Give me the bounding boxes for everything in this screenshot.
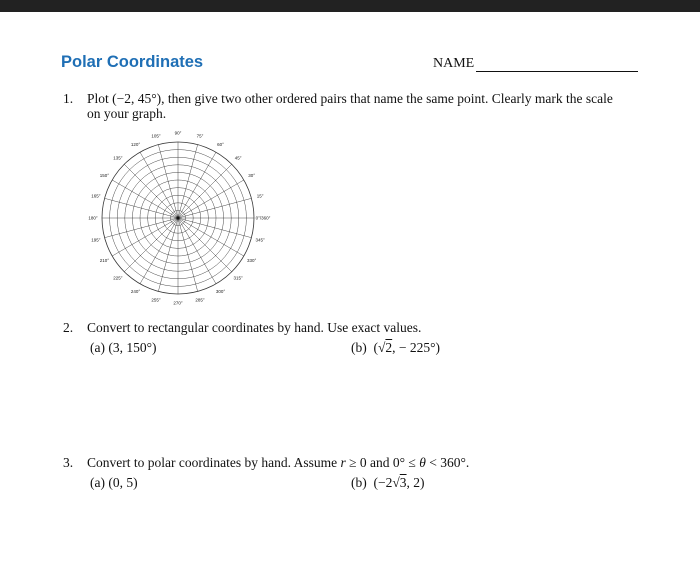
q3-r-var: r xyxy=(340,455,346,470)
q2-part-b-open: ( xyxy=(373,340,378,355)
q3-text-pre: Convert to polar coordinates by hand. Assume xyxy=(87,455,341,470)
polar-angle-label: 255° xyxy=(151,297,161,303)
polar-spoke xyxy=(140,152,178,218)
polar-angle-label: 270° xyxy=(173,300,183,306)
polar-spoke xyxy=(158,218,178,291)
q3-part-b-label: (b) xyxy=(351,475,367,490)
polar-spoke xyxy=(158,145,178,218)
polar-angle-label: 330° xyxy=(246,258,257,263)
polar-graph xyxy=(84,130,274,310)
q2-number: 2. xyxy=(63,320,74,335)
name-blank-line xyxy=(476,71,638,72)
q2-text: Convert to rectangular coordinates by hand. Use exact values. xyxy=(87,320,422,335)
polar-spoke xyxy=(112,180,178,218)
q3-text xyxy=(87,455,469,471)
polar-origin xyxy=(176,216,179,219)
top-bar xyxy=(0,0,700,12)
polar-angle-label: 180° xyxy=(88,215,98,221)
polar-angle-label: 75° xyxy=(196,133,204,139)
polar-angle-label: 150° xyxy=(99,173,110,178)
q3-part-b-radicand: 3 xyxy=(399,475,407,490)
polar-spoke xyxy=(105,198,178,218)
q1-number: 1. xyxy=(63,91,74,106)
polar-angle-label: 60° xyxy=(217,141,224,147)
polar-spoke xyxy=(140,218,178,284)
sqrt-symbol: √ xyxy=(392,475,400,490)
polar-angle-label: 105° xyxy=(151,133,161,139)
polar-angle-label: 135° xyxy=(113,155,123,161)
q2-part-b-rest: , − 225°) xyxy=(392,340,441,355)
polar-angle-label: 240° xyxy=(130,289,141,295)
q2-part-a: (a) (3, 150°) xyxy=(90,340,157,355)
q1-text-line2: on your graph. xyxy=(87,106,167,121)
polar-angle-label: 0°/360° xyxy=(255,215,271,221)
q3-part-b-open: (−2 xyxy=(373,475,393,490)
name-label: NAME xyxy=(433,56,475,71)
polar-spoke xyxy=(178,218,251,238)
q3-part-b-rest: , 2) xyxy=(406,475,425,490)
polar-angle-label: 345° xyxy=(255,237,265,243)
polar-spoke xyxy=(178,198,251,218)
polar-angle-label: 300° xyxy=(215,289,226,295)
polar-angle-label: 45° xyxy=(234,155,242,161)
polar-angle-label: 165° xyxy=(91,193,101,199)
q3-part-b xyxy=(351,475,425,491)
polar-spoke xyxy=(112,218,178,256)
polar-angle-label: 225° xyxy=(113,275,123,281)
polar-spoke xyxy=(178,180,244,218)
polar-angle-label: 210° xyxy=(99,258,110,263)
polar-spoke xyxy=(178,218,244,256)
q3-cond2: < 360°. xyxy=(425,455,470,470)
polar-angle-label: 285° xyxy=(195,297,205,303)
polar-angle-label: 195° xyxy=(91,237,101,243)
polar-angle-label: 30° xyxy=(248,173,256,178)
polar-spoke xyxy=(105,218,178,238)
polar-spoke xyxy=(178,218,216,284)
q1-text-line1: Plot (−2, 45°), then give two other ordered pairs that name the same point. Clearly mark the scale xyxy=(87,91,613,106)
q3-theta-var: θ xyxy=(419,455,426,470)
q3-cond1: ≥ 0 and 0° ≤ xyxy=(345,455,420,470)
q2-part-b-radicand: 2 xyxy=(385,340,393,355)
polar-spoke xyxy=(178,145,198,218)
q2-part-b xyxy=(351,340,440,356)
polar-angle-label: 315° xyxy=(233,275,243,281)
q2-part-b-label: (b) xyxy=(351,340,367,355)
page-title: Polar Coordinates xyxy=(61,53,204,71)
q3-part-a: (a) (0, 5) xyxy=(90,475,138,490)
polar-angle-label: 90° xyxy=(174,130,182,136)
q3-number: 3. xyxy=(63,455,74,470)
sqrt-symbol: √ xyxy=(378,340,386,355)
polar-angle-label: 120° xyxy=(130,141,141,147)
polar-spoke xyxy=(178,152,216,218)
polar-spoke xyxy=(178,218,198,291)
polar-angle-label: 15° xyxy=(256,193,264,199)
